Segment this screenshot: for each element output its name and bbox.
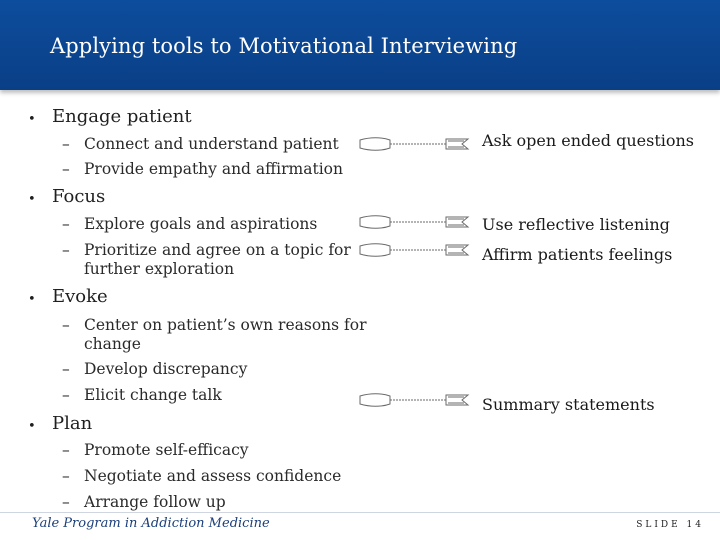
sub-item-text: Arrange follow up xyxy=(84,493,226,511)
dash: – xyxy=(62,215,70,233)
tool-label: Use reflective listening xyxy=(482,215,670,234)
arrow-right-icon xyxy=(356,134,474,156)
bullet-label: Plan xyxy=(52,413,93,434)
dash: – xyxy=(62,386,70,404)
footer-logo: Yale Program in Addiction Medicine xyxy=(32,516,270,531)
bullet-dot: • xyxy=(28,192,36,207)
bullet-label: Evoke xyxy=(52,286,108,307)
dash: – xyxy=(62,441,70,459)
sub-item-text: Elicit change talk xyxy=(84,386,222,404)
dash: – xyxy=(62,316,70,334)
arrow-right-icon xyxy=(356,390,474,412)
sub-item-text: Negotiate and assess confidence xyxy=(84,467,342,485)
slide-number: SLIDE 14 xyxy=(636,520,704,530)
arrow-right-icon xyxy=(356,212,474,234)
sub-item-text: Explore goals and aspirations xyxy=(84,215,318,233)
slide-title: Applying tools to Motivational Interviewing xyxy=(50,34,518,58)
sub-item-text: Center on patient’s own reasons for xyxy=(84,316,367,334)
sub-item-continuation: further exploration xyxy=(84,260,235,278)
footer-divider xyxy=(0,512,720,513)
dash: – xyxy=(62,160,70,178)
arrow-right-icon xyxy=(356,240,474,262)
dash: – xyxy=(62,467,70,485)
bullet-dot: • xyxy=(28,112,36,127)
sub-item-text: Develop discrepancy xyxy=(84,360,248,378)
tool-label: Ask open ended questions xyxy=(482,131,695,150)
sub-item-text: Promote self-efficacy xyxy=(84,441,249,459)
sub-item-text: Connect and understand patient xyxy=(84,135,339,153)
bullet-label: Focus xyxy=(52,186,106,207)
bullet-label-rest: patient xyxy=(121,106,192,127)
sub-item-text: Provide empathy and affirmation xyxy=(84,160,343,178)
tool-label: Summary statements xyxy=(482,395,655,414)
dash: – xyxy=(62,135,70,153)
title-bar xyxy=(0,0,720,90)
bullet-dot: • xyxy=(28,292,36,307)
dash: – xyxy=(62,493,70,511)
dash: – xyxy=(62,241,70,259)
bullet-dot: • xyxy=(28,419,36,434)
dash: – xyxy=(62,360,70,378)
sub-item-continuation: change xyxy=(84,335,141,353)
bullet-label: Engage xyxy=(52,106,122,127)
sub-item-text: Prioritize and agree on a topic for xyxy=(84,241,351,259)
tool-label: Affirm patients feelings xyxy=(482,245,673,264)
